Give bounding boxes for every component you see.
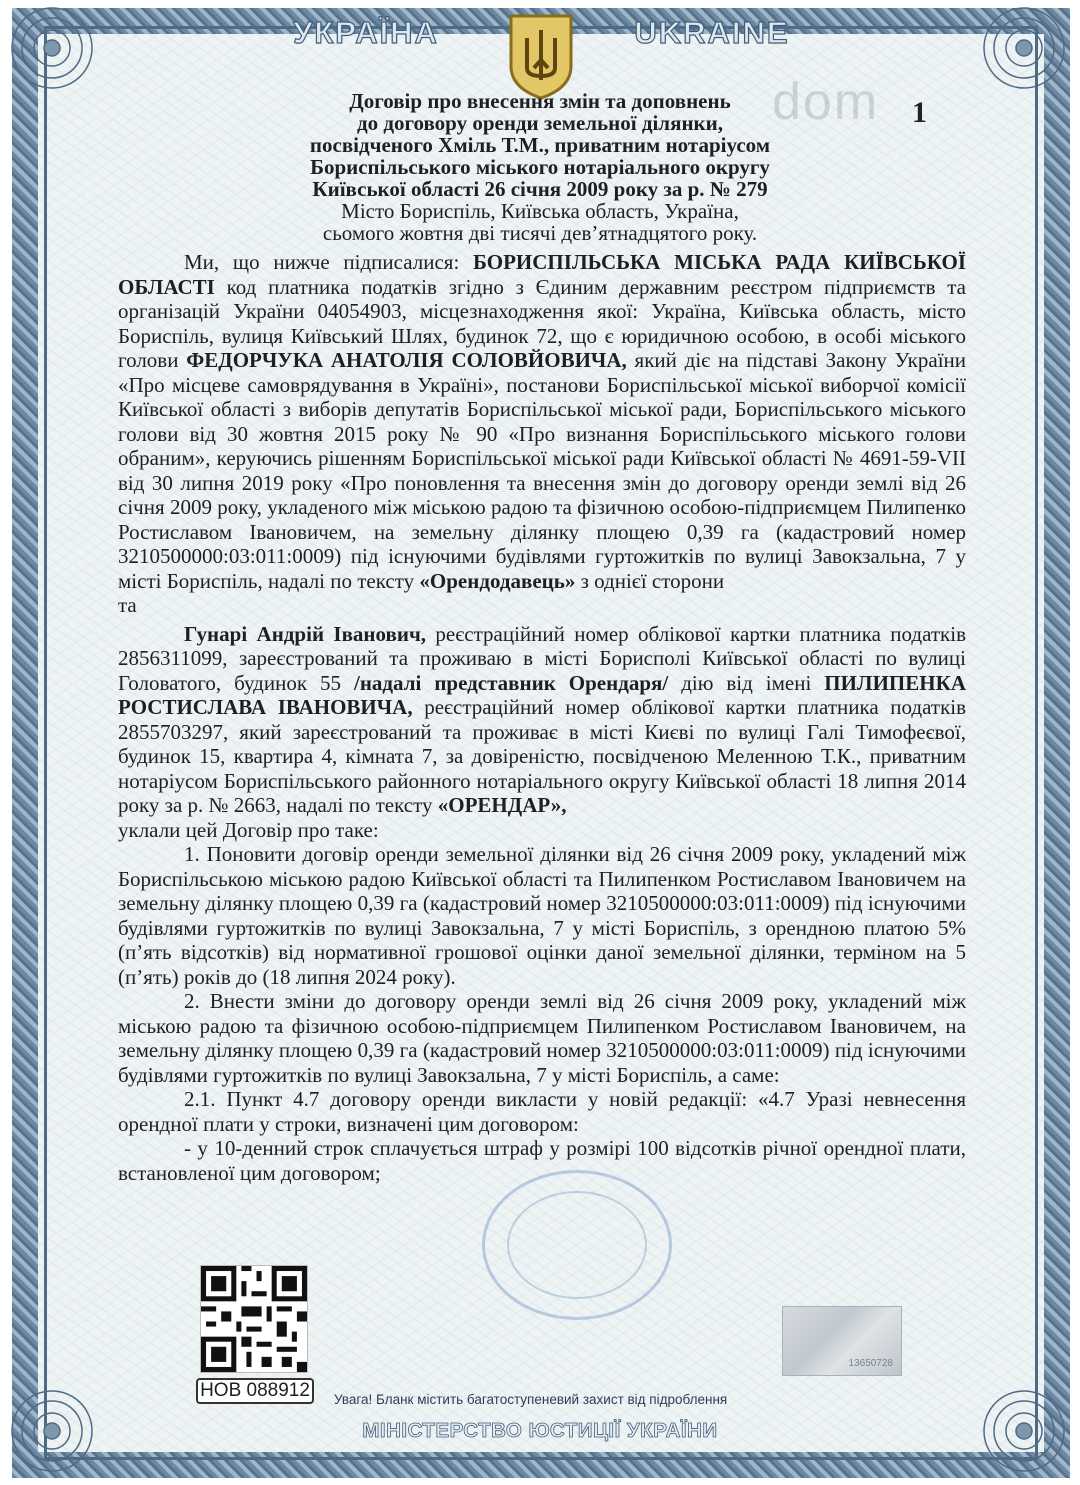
title-line: Договір про внесення змін та доповнень	[349, 89, 731, 113]
contract-body	[118, 250, 966, 1185]
and-line: та	[118, 593, 137, 617]
mayor-name: ФЕДОРЧУКА АНАТОЛІЯ СОЛОВЙОВИЧА,	[186, 348, 627, 372]
tenant-details: реєстраційний номер облікової картки платника податків 2855703297, який зареєстрований та проживає в місті Києві по вулиці Галі Тимофеєвої, будинок 15, квартира 4, кімната 7, за довіреністю, посвідченою Меленною Т.К., приватним нотаріусом Бориспільського районного нотаріального округу Київської області 18 липня 2014 року за р. № 2663, надалі по тексту	[118, 695, 967, 817]
representative-details: реєстраційний номер облікової картки платника податків 2856311099, зареєстрований та проживаю в місті Борисполі Київської області по вулиці Головатого, будинок 55	[118, 621, 966, 695]
blank-serial-number: НОВ 088912	[196, 1378, 314, 1404]
intro-text: Ми, що нижче підписалися:	[184, 250, 460, 274]
hologram-number: 13650728	[848, 1358, 893, 1369]
hologram-sticker	[782, 1306, 902, 1376]
lessor-end: з однієї сторони	[580, 568, 725, 593]
tenant-name: ПИЛИПЕНКА РОСТИСЛАВА ІВАНОВИЧА,	[118, 670, 966, 719]
representative-role: /надалі представник Орендаря/	[354, 670, 669, 695]
tenant-alias: «ОРЕНДАР»,	[437, 793, 567, 817]
clause-2-1-item: - у 10-денний строк сплачується штраф у розмірі 100 відсотків річної орендної плати, встановленої цим договором;	[118, 1136, 966, 1185]
title-line: до договору оренди земельної ділянки,	[356, 111, 723, 135]
title-line: Київської області 26 січня 2009 року за р. № 279	[312, 177, 768, 201]
council-details: код платника податків згідно з Єдиним державним реєстром підприємств та організацій України 04054903, місцезнаходження якої: Україна, Київська область, місто Бориспіль, вулиця Київський Шлях, будинок 72, що є юридичною особою, в особі міського голови	[118, 274, 967, 372]
qr-code-icon	[200, 1265, 308, 1373]
representative-acting: дію від імені	[681, 670, 812, 695]
parties-paragraph	[118, 250, 966, 593]
page-number: 1	[912, 96, 927, 129]
site-watermark: dom	[772, 73, 880, 131]
clause-1: 1. Поновити договір оренди земельної ділянки від 26 січня 2009 року, укладений між Бориспільською міською радою Київської області та Пилипенком Ростиславом Івановичем на земельну ділянку площею 0,39 га (кадастровий номер 3210500000:03:011:0009) під існуючими будівлями гуртожитків по вулиці Завокзальна, 7 у місті Бориспіль, з орендною платою 5% (п’ять відсотків) від нормативної грошової оцінки даної земельної ділянки, терміном на 5 (п’ять) років до (18 липня 2024 року).	[118, 842, 966, 989]
ribbon-ukraine-ua: УКРАЇНА	[293, 15, 439, 50]
clause-2-1: 2.1. Пункт 4.7 договору оренди викласти у новій редакції: «4.7 Уразі невнесення орендної плати у строки, визначені цим договором:	[118, 1087, 966, 1136]
agreement-line: уклали цей Договір про таке:	[118, 817, 379, 842]
date-line: сьомого жовтня дві тисячі дев’ятнадцятого року.	[322, 221, 758, 245]
representative-name: Гунарі Андрій Іванович,	[184, 621, 427, 646]
rosette-icon	[4, 0, 100, 96]
document-title	[150, 90, 930, 244]
council-name: БОРИСПІЛЬСЬКА МІСЬКА РАДА КИЇВСЬКОЇ ОБЛАСТІ	[118, 250, 966, 299]
trident-icon	[494, 8, 588, 102]
council-basis: який діє на підставі Закону України «Про місцеве самоврядування в Україні», постанови Бориспільської міської виборчої комісії Київської області з виборів депутатів Бориспільської міської ради, Бориспільського міського голови від 30 жовтня 2015 року № 90 «Про визнання Бориспільського міського голови обраним», керуючись рішенням Бориспільської міської ради Київської області № 4691-59-VII від 30 липня 2019 року «Про поновлення та внесення змін до договору оренди землі від 26 січня 2009 року, укладеного між міською радою та фізичною особою-підприємцем Пилипенко Ростиславом Івановичем, на земельну ділянку площею 0,39 га (кадастровий номер 3210500000:03:011:0009) під існуючими будівлями гуртожитків по вулиці Завокзальна, 7 у місті Бориспіль, надалі по тексту	[118, 348, 967, 593]
security-notice: Увага! Бланк містить багатоступеневий захист від підроблення	[334, 1392, 728, 1407]
title-line: Бориспільського міського нотаріального округу	[310, 155, 770, 179]
title-line: посвідченого Хміль Т.М., приватним нотаріусом	[309, 133, 771, 157]
place-line: Місто Бориспіль, Київська область, Україна,	[341, 199, 739, 223]
ministry-label: МІНІСТЕРСТВО ЮСТИЦІЇ УКРАЇНИ	[362, 1419, 718, 1442]
ribbon-ukraine-en: UKRAINE	[634, 15, 790, 50]
clause-2: 2. Внести зміни до договору оренди землі від 26 січня 2009 року, укладений між міською радою та фізичною особою-підприємцем Пилипенком Ростиславом Івановичем, на земельну ділянку площею 0,39 га (кадастровий номер 3210500000:03:011:0009) під існуючими будівлями гуртожитків по вулиці Завокзальна, 7 у місті Бориспіль, а саме:	[118, 989, 966, 1087]
rosette-icon	[976, 1383, 1072, 1479]
rosette-icon	[4, 1383, 100, 1479]
tenant-paragraph	[118, 622, 966, 818]
lessor-alias: «Орендодавець»	[419, 568, 576, 593]
